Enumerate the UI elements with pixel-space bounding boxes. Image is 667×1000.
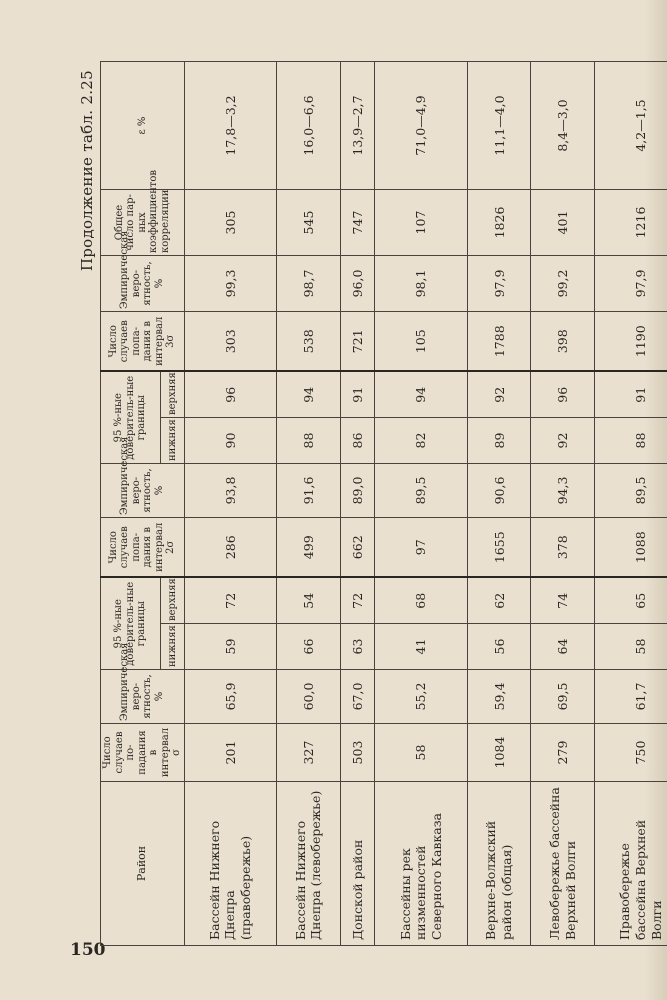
cell-upper-1: 74 (531, 578, 595, 624)
cell-epsilon: 11,1—4,0 (467, 62, 531, 190)
cell-total-pairs: 401 (531, 190, 595, 256)
cell-n-cases-2sigma: 499 (277, 518, 341, 578)
cell-emp-prob-1: 55,2 (375, 670, 468, 724)
cell-n-cases-2sigma: 1655 (467, 518, 531, 578)
table-row (594, 62, 667, 946)
cell-n-cases-2sigma: 662 (340, 518, 375, 578)
cell-total-pairs: 305 (184, 190, 277, 256)
cell-n-cases-3sigma: 398 (531, 312, 595, 372)
header-conf-limits-2: 95 %-ные доверитель-ные границы (101, 372, 161, 464)
cell-emp-prob-1: 69,5 (531, 670, 595, 724)
cell-emp-prob-2: 93,8 (184, 464, 277, 518)
cell-total-pairs: 1216 (594, 190, 667, 256)
cell-lower-1: 64 (531, 624, 595, 670)
cell-n-cases-sigma: 201 (184, 724, 277, 782)
cell-emp-prob-3: 97,9 (467, 256, 531, 312)
cell-emp-prob-1: 60,0 (277, 670, 341, 724)
cell-lower-1: 58 (594, 624, 667, 670)
cell-n-cases-2sigma: 1088 (594, 518, 667, 578)
cell-emp-prob-1: 59,4 (467, 670, 531, 724)
cell-upper-2: 91 (340, 372, 375, 418)
cell-n-cases-3sigma: 303 (184, 312, 277, 372)
cell-emp-prob-1: 65,9 (184, 670, 277, 724)
cell-emp-prob-2: 90,6 (467, 464, 531, 518)
cell-region: Правобережье бассейна Верхней Волги (594, 782, 667, 946)
cell-lower-2: 88 (277, 418, 341, 464)
cell-n-cases-sigma: 58 (375, 724, 468, 782)
table-row (531, 62, 595, 946)
cell-upper-1: 62 (467, 578, 531, 624)
cell-region: Верхне-Волжский район (общая) (467, 782, 531, 946)
cell-region: Бассейн Нижнего Днепра (правобережье) (184, 782, 277, 946)
cell-emp-prob-2: 91,6 (277, 464, 341, 518)
cell-n-cases-sigma: 327 (277, 724, 341, 782)
table-row (277, 62, 341, 946)
cell-upper-2: 94 (277, 372, 341, 418)
cell-epsilon: 4,2—1,5 (594, 62, 667, 190)
cell-upper-1: 68 (375, 578, 468, 624)
cell-n-cases-3sigma: 538 (277, 312, 341, 372)
cell-emp-prob-2: 89,5 (594, 464, 667, 518)
cell-lower-1: 41 (375, 624, 468, 670)
header-n-cases-3sigma: Число случаев попа-дания в интервал 3σ (101, 312, 185, 372)
cell-lower-1: 63 (340, 624, 375, 670)
cell-upper-2: 92 (467, 372, 531, 418)
header-upper-2: верхняя (161, 372, 184, 418)
data-table (100, 61, 667, 946)
table-row (340, 62, 375, 946)
cell-lower-2: 92 (531, 418, 595, 464)
cell-emp-prob-3: 97,9 (594, 256, 667, 312)
header-total-pairs: Общее число пар-ных коэффициентов корреляции (101, 190, 185, 256)
cell-region: Бассейны рек низменностей Северного Кавказа (375, 782, 468, 946)
cell-lower-2: 89 (467, 418, 531, 464)
cell-upper-2: 96 (184, 372, 277, 418)
cell-upper-2: 91 (594, 372, 667, 418)
cell-lower-2: 86 (340, 418, 375, 464)
header-emp-prob-2: Эмпирическая веро-ятность, % (101, 464, 185, 518)
header-emp-prob-1: Эмпирическая веро-ятность, % (101, 670, 185, 724)
cell-n-cases-3sigma: 721 (340, 312, 375, 372)
header-emp-prob-3: Эмпирическая веро-ятность, % (101, 256, 185, 312)
cell-upper-1: 72 (184, 578, 277, 624)
cell-n-cases-sigma: 279 (531, 724, 595, 782)
cell-n-cases-2sigma: 378 (531, 518, 595, 578)
page-number: 150 (70, 940, 106, 960)
header-n-cases-2sigma: Число случаев попа-дания в интервал 2σ (101, 518, 185, 578)
cell-n-cases-sigma: 503 (340, 724, 375, 782)
header-lower-1: нижняя (161, 624, 184, 670)
cell-total-pairs: 747 (340, 190, 375, 256)
header-lower-2: нижняя (161, 418, 184, 464)
cell-lower-2: 82 (375, 418, 468, 464)
cell-n-cases-sigma: 750 (594, 724, 667, 782)
cell-emp-prob-3: 99,3 (184, 256, 277, 312)
cell-emp-prob-2: 89,5 (375, 464, 468, 518)
table-body (184, 62, 667, 946)
cell-emp-prob-1: 67,0 (340, 670, 375, 724)
header-conf-limits-1: 95 %-ные доверитель-ные границы (101, 578, 161, 670)
cell-epsilon: 13,9—2,7 (340, 62, 375, 190)
cell-lower-1: 56 (467, 624, 531, 670)
table-row (184, 62, 277, 946)
cell-lower-2: 88 (594, 418, 667, 464)
cell-upper-2: 94 (375, 372, 468, 418)
cell-emp-prob-3: 98,1 (375, 256, 468, 312)
cell-lower-2: 90 (184, 418, 277, 464)
cell-upper-1: 65 (594, 578, 667, 624)
cell-emp-prob-3: 96,0 (340, 256, 375, 312)
cell-epsilon: 16,0—6,6 (277, 62, 341, 190)
cell-emp-prob-1: 61,7 (594, 670, 667, 724)
cell-lower-1: 59 (184, 624, 277, 670)
cell-n-cases-3sigma: 105 (375, 312, 468, 372)
cell-region: Бассейн Нижнего Днепра (левобережье) (277, 782, 341, 946)
cell-upper-1: 72 (340, 578, 375, 624)
cell-epsilon: 8,4—3,0 (531, 62, 595, 190)
cell-region: Донской район (340, 782, 375, 946)
cell-emp-prob-3: 99,2 (531, 256, 595, 312)
header-epsilon: ε % (101, 62, 185, 190)
cell-epsilon: 17,8—3,2 (184, 62, 277, 190)
header-upper-1: верхняя (161, 578, 184, 624)
table-row (375, 62, 468, 946)
cell-n-cases-3sigma: 1788 (467, 312, 531, 372)
cell-emp-prob-3: 98,7 (277, 256, 341, 312)
table-row (467, 62, 531, 946)
cell-n-cases-2sigma: 97 (375, 518, 468, 578)
cell-emp-prob-2: 89,0 (340, 464, 375, 518)
header-n-cases-sigma: Число случаев по-падания в интервал σ (101, 724, 185, 782)
header-region: Район (101, 782, 185, 946)
cell-region: Левобережье бассейна Верхней Волги (531, 782, 595, 946)
rotated-table-container (76, 66, 664, 946)
table-caption: Продолжение табл. 2.25 (78, 70, 96, 272)
cell-n-cases-2sigma: 286 (184, 518, 277, 578)
header-row-1 (101, 62, 161, 946)
cell-n-cases-3sigma: 1190 (594, 312, 667, 372)
cell-total-pairs: 107 (375, 190, 468, 256)
cell-upper-1: 54 (277, 578, 341, 624)
cell-n-cases-sigma: 1084 (467, 724, 531, 782)
cell-lower-1: 66 (277, 624, 341, 670)
cell-total-pairs: 1826 (467, 190, 531, 256)
cell-upper-2: 96 (531, 372, 595, 418)
cell-epsilon: 71,0—4,9 (375, 62, 468, 190)
cell-emp-prob-2: 94,3 (531, 464, 595, 518)
cell-total-pairs: 545 (277, 190, 341, 256)
